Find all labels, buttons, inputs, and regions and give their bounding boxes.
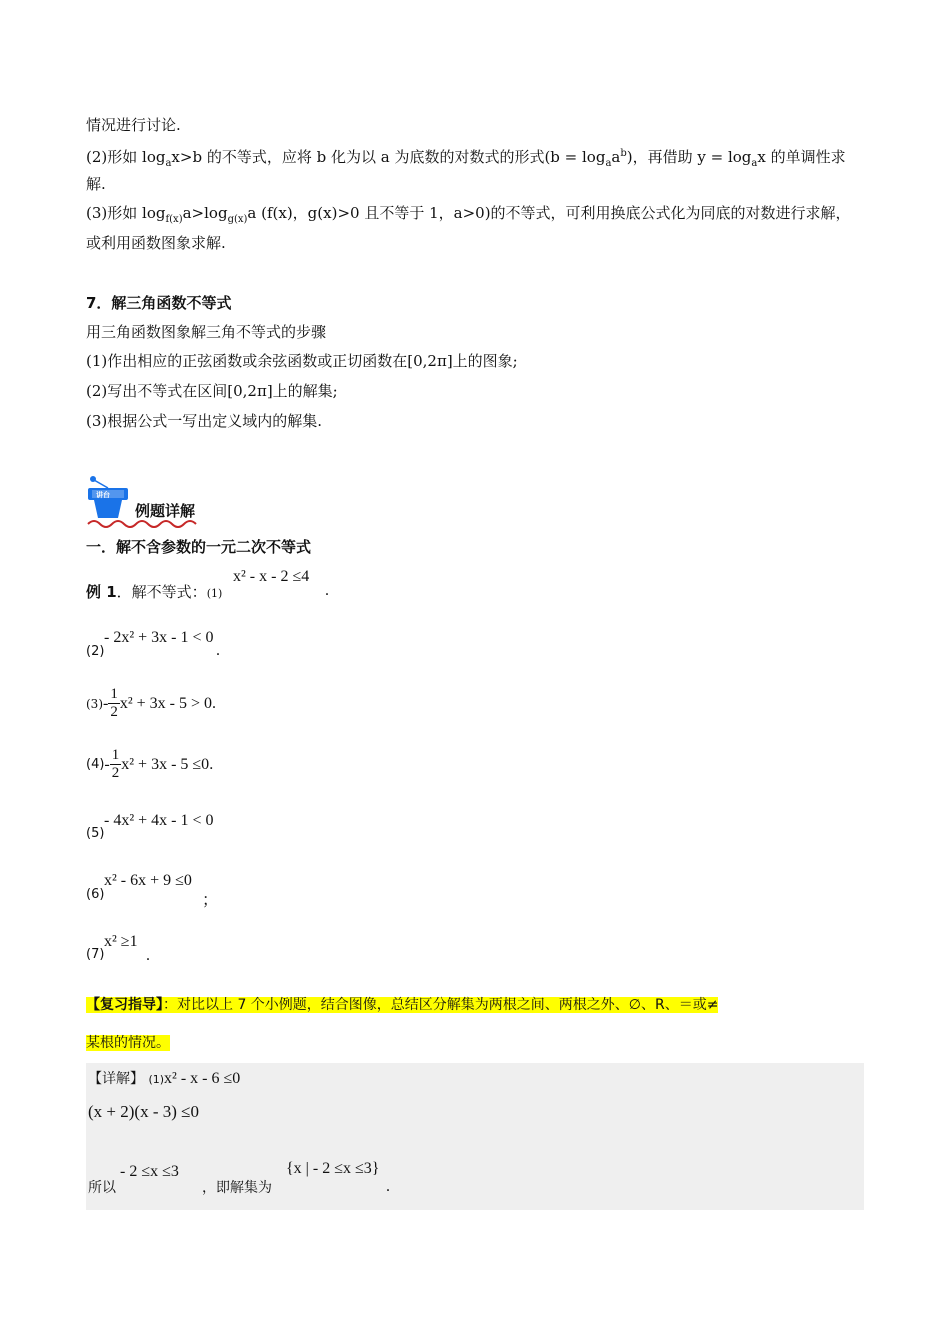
item-4-label: (4) xyxy=(86,757,105,772)
intro-item-3-a: (3)形如 log xyxy=(86,204,166,222)
section-7-line-1: (1)作出相应的正弦函数或余弦函数或正切函数在[0,2π]上的图象; xyxy=(86,352,518,370)
example-text: ．解不等式： xyxy=(116,583,207,601)
item-2-expr: - 2x² + 3x - 1 < 0 xyxy=(104,629,214,646)
banner-title: 例题详解 xyxy=(135,502,196,520)
solution-range: - 2 ≤x ≤3 xyxy=(120,1163,179,1180)
solution-set: {x | - 2 ≤x ≤3} xyxy=(286,1160,380,1177)
intro-item-3-line-2: 或利用函数图象求解. xyxy=(86,234,226,252)
intro-item-2-e: x 的单调性求 xyxy=(757,148,846,166)
intro-item-2-line-2: 解. xyxy=(86,175,106,193)
item-5-expr: - 4x² + 4x - 1 < 0 xyxy=(104,812,214,829)
log-base-gx: g(x) xyxy=(227,214,248,225)
review-prefix: 【复习指导】 xyxy=(86,997,163,1013)
item-2-tail: . xyxy=(216,642,220,659)
item-3-fraction xyxy=(108,686,120,721)
item-5-label: (5) xyxy=(86,826,105,841)
solution-mid: ，即解集为 xyxy=(202,1180,272,1196)
solution-line-1 xyxy=(88,1069,240,1090)
review-text-2: 某根的情况。 xyxy=(86,1035,170,1051)
section-7-title: 7．解三角函数不等式 xyxy=(86,294,232,312)
log-base-a-3: a xyxy=(751,158,758,169)
item-4-fraction xyxy=(110,747,122,782)
review-text-1: ：对比以上 7 个小例题，结合图像，总结区分解集为两根之间、两根之外、∅、R、＝或≠ xyxy=(163,997,719,1013)
frac-num: 1 xyxy=(110,686,118,702)
solution-step-1-label: (1) xyxy=(148,1073,165,1086)
item-3-tail: . xyxy=(212,694,216,712)
log-base-a-2: a xyxy=(605,158,612,169)
intro-item-3-rest: a (f(x)，g(x)>0 且不等于 1，a>0)的不等式，可利用换底公式化为同底的对数进行求解， xyxy=(247,204,851,222)
frac-num: 1 xyxy=(111,747,120,763)
exp-b: b xyxy=(620,148,627,159)
log-base-fx: f(x) xyxy=(165,214,183,225)
item-3-row xyxy=(86,686,216,721)
section-7-line-3: (3)根据公式一写出定义域内的解集. xyxy=(86,412,323,430)
item-4-tail: . xyxy=(209,755,214,773)
intro-item-2-b: x>b 的不等式，应将 b 化为以 a 为底数的对数式的形式(b = log xyxy=(171,148,606,166)
podium-label: 讲台 xyxy=(96,491,110,499)
item-1-expr: x² - x - 2 ≤4 xyxy=(233,568,310,585)
intro-item-2 xyxy=(86,144,846,174)
item-1-label: (1) xyxy=(206,587,223,600)
item-6-tail: ； xyxy=(202,892,219,909)
item-3-label: (3) xyxy=(86,696,103,711)
item-3-pre: - xyxy=(103,694,109,712)
section-7-line-2: (2)写出不等式在区间[0,2π]上的解集; xyxy=(86,382,338,400)
section-7-line-0: 用三角函数图象解三角不等式的步骤 xyxy=(86,323,327,341)
item-4-pre: - xyxy=(104,755,110,773)
solution-step-2: (x + 2)(x - 3) ≤0 xyxy=(88,1102,199,1121)
intro-item-3 xyxy=(86,203,851,230)
frac-den: 2 xyxy=(111,765,120,781)
intro-item-2-a: (2)形如 log xyxy=(86,148,166,166)
item-1-tail: . xyxy=(325,582,329,599)
frac-den: 2 xyxy=(110,704,118,720)
review-line-1 xyxy=(86,995,718,1015)
intro-item-2-d: )，再借助 y = log xyxy=(626,148,752,166)
review-line-2 xyxy=(86,1033,170,1053)
solution-so: 所以 xyxy=(88,1180,116,1196)
item-6-expr: x² - 6x + 9 ≤0 xyxy=(104,872,192,889)
solution-step-1: x² - x - 6 ≤0 xyxy=(164,1070,241,1087)
item-3-post: x² + 3x - 5 > 0 xyxy=(119,694,212,712)
item-6-label: (6) xyxy=(86,887,105,902)
example-1-line xyxy=(86,582,222,604)
solution-end: . xyxy=(386,1178,390,1195)
intro-item-2-c: a xyxy=(611,148,621,166)
item-7-tail: . xyxy=(146,947,150,964)
item-7-expr: x² ≥1 xyxy=(104,933,138,950)
item-7-label: (7) xyxy=(86,947,105,962)
example-label: 例 1 xyxy=(86,583,117,601)
intro-item-3-mid: a>log xyxy=(182,204,228,222)
solution-label: 【详解】 xyxy=(88,1071,144,1087)
log-base-a: a xyxy=(165,158,172,169)
item-4-row xyxy=(86,747,213,782)
intro-line-1: 情况进行讨论. xyxy=(86,116,181,134)
part-1-title: 一．解不含参数的一元二次不等式 xyxy=(86,538,312,556)
item-2-label: (2) xyxy=(86,644,105,659)
item-4-post: x² + 3x - 5 ≤0 xyxy=(121,755,210,773)
